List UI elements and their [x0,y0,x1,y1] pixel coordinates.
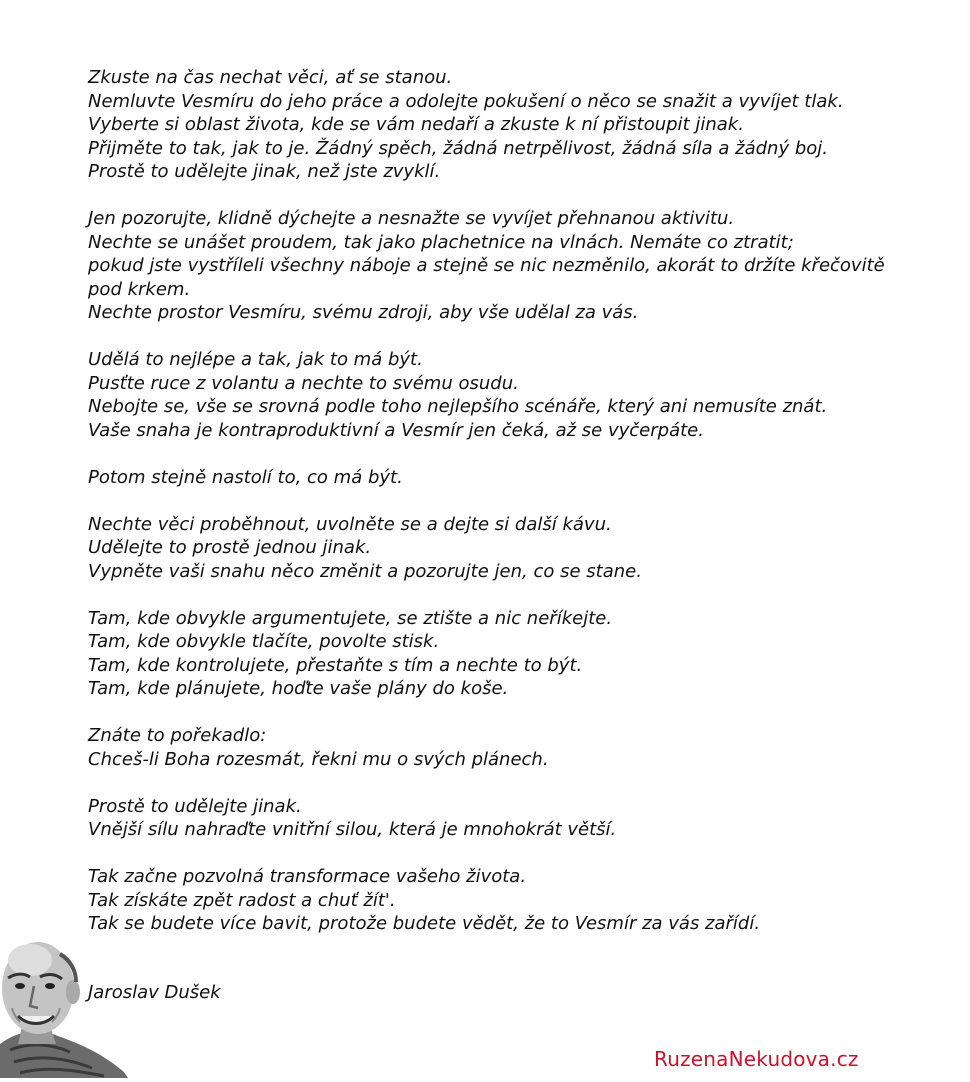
quote-line: pokud jste vystříleli všechny náboje a stejně se nic nezměnilo, akorát to držíte křečovitě [88,255,885,276]
quote-line: Potom stejně nastolí to, co má být. [88,466,403,488]
quote-line: Přijměte to tak, jak to je. Žádný spěch, žádná netrpělivost, žádná síla a žádný boj. [88,137,828,159]
stanza [88,513,968,584]
quote-line: Zkuste na čas nechat věci, ať se stanou. [88,67,453,88]
quote-line: Tam, kde plánujete, hoďte vaše plány do koše. [88,678,509,699]
stanza [88,607,968,701]
quote-line: Znáte to pořekadlo: [88,725,267,746]
quote-line: Nechte věci proběhnout, uvolněte se a dejte si další kávu. [88,513,612,535]
quote-line: Chceš-li Boha rozesmát, řekni mu o svých plánech. [88,748,549,770]
quote-line: Vnější sílu nahraďte vnitřní silou, která je mnohokrát větší. [88,819,617,840]
quote-line: Vypněte vaši snahu něco změnit a pozorujte jen, co se stane. [88,560,642,582]
quote-line: Prostě to udělejte jinak, než jste zvyklí. [88,161,441,182]
stanza [88,795,968,842]
author-name: Jaroslav Dušek [88,982,221,1003]
quote-line: Nebojte se, vše se srovná podle toho nejlepšího scénáře, který ani nemusíte znát. [88,396,828,417]
quote-line: Udělejte to prostě jednou jinak. [88,537,372,558]
quote-line: Nemluvte Vesmíru do jeho práce a odolejte pokušení o něco se snažit a vyvíjet tlak. [88,90,844,112]
quote-line: Tak získáte zpět radost a chuť žít'. [88,889,396,911]
quote-line: Vyberte si oblast života, kde se vám nedaří a zkuste k ní přistoupit jinak. [88,114,744,135]
quote-text [88,66,968,959]
stanza [88,207,968,325]
quote-line: Tam, kde kontrolujete, přestaňte s tím a nechte to být. [88,654,583,676]
quote-line: Tam, kde obvykle tlačíte, povolte stisk. [88,631,440,652]
quote-line: Nechte se unášet proudem, tak jako plachetnice na vlnách. Nemáte co ztratit; [88,231,794,253]
quote-line: Nechte prostor Vesmíru, svému zdroji, aby vše udělal za vás. [88,302,639,323]
quote-line: Tak začne pozvolná transformace vašeho života. [88,866,527,887]
quote-line: pod krkem. [88,278,191,300]
stanza [88,724,968,771]
quote-line: Vaše snaha je kontraproduktivní a Vesmír jen čeká, až se vyčerpáte. [88,419,704,441]
site-watermark: RuzenaNekudova.cz [654,1047,859,1071]
stanza [88,348,968,442]
quote-line: Tak se budete více bavit, protože budete vědět, že to Vesmír za vás zařídí. [88,913,761,934]
quote-line: Jen pozorujte, klidně dýchejte a nesnažte se vyvíjet přehnanou aktivitu. [88,208,735,229]
quote-line: Tam, kde obvykle argumentujete, se ztište a nic neříkejte. [88,607,613,629]
quote-line: Prostě to udělejte jinak. [88,795,302,817]
quote-line: Udělá to nejlépe a tak, jak to má být. [88,349,423,370]
stanza [88,466,968,490]
stanza [88,66,968,184]
quote-line: Pusťte ruce z volantu a nechte to svému osudu. [88,372,519,394]
author-portrait-icon [0,926,140,1078]
stanza [88,865,968,936]
